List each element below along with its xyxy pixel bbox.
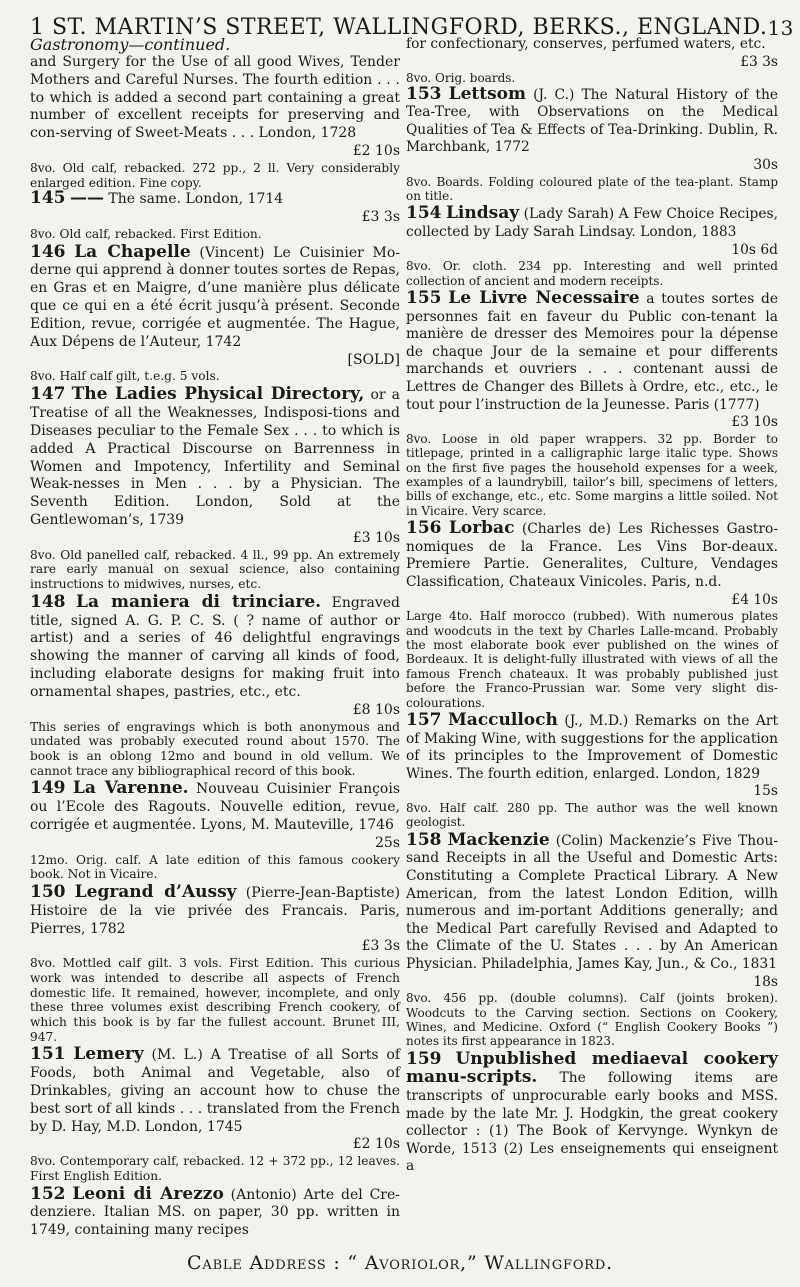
entry-number: 155 xyxy=(406,287,442,308)
entry-number: 147 xyxy=(30,384,66,405)
entry-number: 156 xyxy=(406,518,442,539)
entry-author: Unpublished mediaeval cookery manu-scripts. xyxy=(406,1048,779,1088)
entry-author: Mackenzie xyxy=(447,829,550,850)
entry-price: 15s xyxy=(753,783,778,800)
catalogue-entry xyxy=(406,829,778,1049)
entry-author: Legrand d’Aussy xyxy=(74,881,237,902)
entry-note: 8vo. Old calf, rebacked. First Edition. xyxy=(30,226,262,241)
entry-price: 10s 6d xyxy=(731,241,778,258)
catalogue-entry xyxy=(30,1183,400,1241)
entry-price: 25s xyxy=(375,834,400,851)
entry-description: The following items are transcripts of unprocurable early books and MSS. made by the late Mr. J. Hodgkin, the great cookery collector : (1) The Book of Kervynge. Wynkyn de Worde, 1513 (2) Les enseignements qui enseignent a xyxy=(406,1070,779,1175)
catalogue-entry xyxy=(406,709,778,830)
entry-description: (J. C.) The Natural History of the Tea-Tree, with Observations on the Medical Qualities of Tea & Effects of Tea-Drinking. Dublin, R. Marchbank, 1772 xyxy=(406,86,778,156)
entry-price: £3 10s xyxy=(731,414,778,431)
entry-number: 145 xyxy=(30,188,66,209)
entry-price: £3 3s xyxy=(361,209,400,226)
catalogue-entry xyxy=(30,591,401,779)
entry-description: a toutes sortes de personnes fait en faveur du Public con-tenant la manière de dresser des Memoires pour la dépense de chaque Jour de la semaine et pour differents marchands et ouvriers . . . contenant aussi de Lettres de Changer des Billets à Ordre, etc., etc., le tout pour l’instruction de la Jeunesse. Paris (1777) xyxy=(406,290,779,413)
section-heading: Gastronomy—continued. xyxy=(30,35,231,54)
entry-note: This series of engravings which is both anonymous and undated was probably executed round about 1570. The book is an oblong 12mo and bound in old vellum. We cannot trace any bibliographical record of this book. xyxy=(30,719,400,778)
entry-number: 153 xyxy=(406,83,442,104)
entry-note: 8vo. Or. cloth. 234 pp. Interesting and well printed collection of ancient and modern receipts. xyxy=(406,259,778,288)
continued-entry-text xyxy=(406,36,778,86)
entry-number: 150 xyxy=(30,881,66,902)
catalogue-entry xyxy=(30,190,400,241)
entry-author: Lorbac xyxy=(448,518,515,539)
entry-author: La Varenne. xyxy=(72,778,189,799)
entry-author: Le Livre Necessaire xyxy=(448,287,640,308)
catalogue-entry xyxy=(30,241,401,385)
entry-price: £3 10s xyxy=(352,529,400,546)
entry-author: La Chapelle xyxy=(74,241,191,262)
entry-author: Leoni di Arezzo xyxy=(72,1183,224,1204)
continued-entry-body: for confectionary, conserves, perfumed waters, etc. xyxy=(406,36,766,52)
entry-number: 151 xyxy=(30,1044,66,1065)
page-number: 13 xyxy=(767,16,794,40)
entry-description: (Charles de) Les Richesses Gastro-nomiques de la France. Les Vins Bor-deaux. Premiere Partie. Generalites, Culture, Vendages Classification, Chateaux Vinicoles. Paris, n.d. xyxy=(406,521,779,590)
entry-price: 30s xyxy=(753,156,778,173)
entry-description: Nouveau Cuisinier François ou l’Ecole des Ragouts. Nouvelle edition, revue, corrigée et augmentée. Lyons, M. Mauteville, 1746 xyxy=(30,781,401,833)
catalogue-entry xyxy=(406,520,778,710)
catalogue-entry xyxy=(30,780,400,882)
entry-author: Lettsom xyxy=(448,83,527,104)
entry-description: (Lady Sarah) A Few Choice Recipes, collected by Lady Sarah Lindsay. London, 1883 xyxy=(406,206,778,240)
catalogue-entry xyxy=(406,83,778,204)
entry-number: 148 xyxy=(30,591,66,612)
entry-note: 8vo. Old panelled calf, rebacked. 4 ll., 99 pp. An extremely rare early manual on sexual science, also containing instructions to midwives, nurses, etc. xyxy=(30,547,400,592)
continued-entry-body: and Surgery for the Use of all good Wives, Tender Mothers and Careful Nurses. The fourth edition . . . to which is added a second part containing a great number of excellent receipts for preserving and con-serving of Sweet-Meats . . . London, 1728 xyxy=(30,53,400,142)
catalogue-entry xyxy=(30,881,401,1044)
entry-number: 157 xyxy=(406,709,442,730)
entry-price: £3 3s xyxy=(361,938,400,955)
catalogue-entry xyxy=(30,386,400,592)
entry-description: or a Treatise of all the Weaknesses, Indisposi-tions and Diseases peculiar to the Female Sex . . . to which is added A Practical Discourse on Barrenness in Women and Impotency, Infertility and Seminal Weak-nesses in Men . . . by a Physician. The Seventh Edition. London, Sold at the Gentlewoman’s, 1739 xyxy=(30,387,401,529)
continued-entry-note: 8vo. Orig. boards. xyxy=(406,71,516,86)
entry-note: 8vo. Boards. Folding coloured plate of the tea-plant. Stamp on title. xyxy=(406,174,778,203)
entry-price: £8 10s xyxy=(352,701,400,718)
entry-note: 8vo. Half calf gilt, t.e.g. 5 vols. xyxy=(30,369,220,384)
catalogue-entry xyxy=(406,1048,779,1176)
entry-note: Large 4to. Half morocco (rubbed). With numerous plates and woodcuts in the text by Charles Lalle-mcand. Probably the most elaborate book ever published on the wines of Bordeaux. It is delight-fully illustrated with views of all the famous French chateaux. It was probably published just before the Franco-Prussian war. Some very slight dis-colourations. xyxy=(406,609,778,710)
entry-note: 12mo. Orig. calf. A late edition of this famous cookery book. Not in Vicaire. xyxy=(30,852,400,882)
continued-entry-text xyxy=(30,54,400,190)
entry-price: £4 10s xyxy=(731,591,778,608)
cable-address-footer: Cable Address : “ Avoriolor,” Wallingford. xyxy=(187,1252,613,1274)
entry-description: The same. London, 1714 xyxy=(108,191,284,208)
entry-author: Macculloch xyxy=(447,709,558,730)
entry-number: 149 xyxy=(30,778,66,799)
entry-author: Lemery xyxy=(73,1044,144,1065)
entry-number: 158 xyxy=(406,829,442,850)
entry-description: (J., M.D.) Remarks on the Art of Making Wine, with suggestions for the application of its principles to the Improvement of Domestic Wines. The fourth edition, enlarged. London, 1829 xyxy=(406,712,778,782)
entry-price: [SOLD] xyxy=(347,351,400,368)
page-title: 1 ST. MARTIN’S STREET, WALLINGFORD, BERKS., ENGLAND. xyxy=(30,15,768,40)
entry-number: 159 xyxy=(406,1048,442,1069)
entry-note: 8vo. Mottled calf gilt. 3 vols. First Edition. This curious work was intended to describe all aspects of French domestic life. It remained, however, incomplete, and only these three volumes exist describing French cookery, of which this book is by far the fullest account. Brunet III, 947. xyxy=(30,956,400,1044)
catalogue-entry xyxy=(406,287,779,518)
entry-note: 8vo. Loose in old paper wrappers. 32 pp. Border to titlepage, printed in a calligraphic large italic type. Shows on the first five pages the household expenses for a week, examples of a laundrybill, tailor’s bill, specimens of letters, bills of exchange, etc., etc. Some margins a little soiled. Not in Vicaire. Very scarce. xyxy=(406,431,778,518)
continued-entry-note: 8vo. Old calf, rebacked. 272 pp., 2 ll. Very considerably enlarged edition. Fine copy. xyxy=(30,160,400,190)
right-column xyxy=(406,36,778,1178)
catalogue-entry xyxy=(406,205,778,288)
left-column xyxy=(30,36,400,1242)
entry-note: 8vo. Half calf. 280 pp. The author was the well known geologist. xyxy=(406,800,778,830)
entry-description: (Colin) Mackenzie’s Five Thou-sand Receipts in all the Useful and Domestic Arts: Constituting a Complete Practical Library. A New American, from the latest London Edition, willh numerous and im-portant Additions generally; and the Medical Part carefully Revised and Adapted to the Climate of the U. States . . . by An American Physician. Philadelphia, James Kay, Jun., & Co., 1831 xyxy=(406,832,778,972)
entry-description: (Antonio) Arte del Cre-denziere. Italian MS. on paper, 30 pp. written in 1749, containing many recipes xyxy=(30,1186,400,1239)
page-header xyxy=(0,0,800,40)
entry-note: 8vo. 456 pp. (double columns). Calf (joints broken). Woodcuts to the Carving section. Sections on Cookery, Wines, and Medicine. Oxford (“ English Cookery Books ”) notes its first appearance in 1823. xyxy=(406,991,778,1049)
entry-description: (M. L.) A Treatise of all Sorts of Foods, both Animal and Vegetable, also of Drinkables, giving an account how to chuse the best sort of all kinds . . . translated from the French by D. Hay, M.D. London, 1745 xyxy=(30,1047,401,1135)
entry-note: 8vo. Contemporary calf, rebacked. 12 + 372 pp., 12 leaves. First English Edition. xyxy=(30,1154,400,1183)
entry-description: (Vincent) Le Cuisinier Mo-derne qui apprend à donner toutes sortes de Repas, en Gras et en Maigre, d’une manière plus délicate que ce qui en a été écrit jusqu’à présent. Seconde Edition, revue, corrigée et augmentée. The Hague, Aux Dépens de l’Auteur, 1742 xyxy=(30,244,401,350)
entry-description: (Pierre-Jean-Baptiste) Histoire de la vie privée des Francais. Paris, Pierres, 1782 xyxy=(30,884,401,937)
continued-entry-price: £3 3s xyxy=(740,53,778,70)
entry-number: 152 xyxy=(30,1183,66,1204)
entry-author: La maniera di trinciare. xyxy=(76,591,322,612)
entry-author: Lindsay xyxy=(445,203,520,224)
entry-author: —— xyxy=(69,188,104,209)
catalogue-entry xyxy=(30,1046,400,1183)
entry-author: The Ladies Physical Directory, xyxy=(71,384,365,405)
entry-price: 18s xyxy=(753,973,778,990)
continued-entry-price: £2 10s xyxy=(352,143,400,160)
entry-number: 154 xyxy=(406,203,442,224)
entry-description: Engraved title, signed A. G. P. C. S. ( ? name of author or artist) and a series of 46 delightful engravings showing the manner of carving all kinds of food, including elaborate designs for making fruit into ornamental shapes, pastries, etc., etc. xyxy=(30,594,401,700)
entry-number: 146 xyxy=(30,241,66,262)
entry-price: £2 10s xyxy=(352,1136,400,1153)
